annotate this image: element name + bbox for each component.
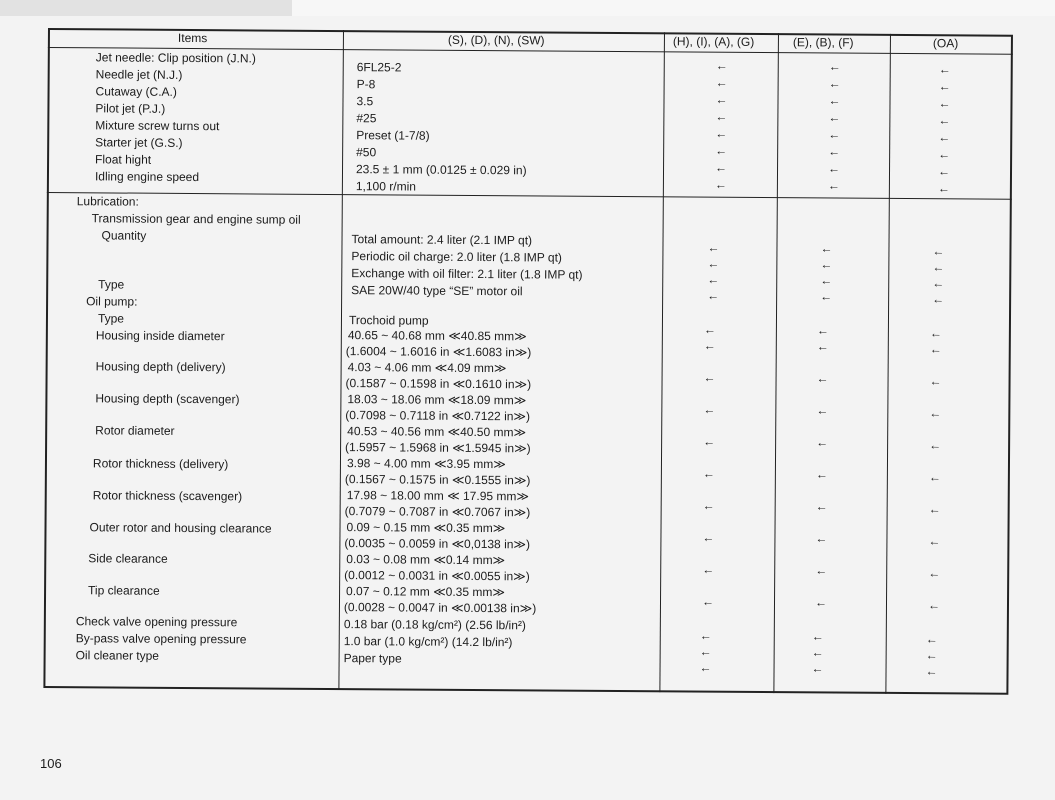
label-quantity: Quantity bbox=[101, 228, 147, 243]
arrow-mark: ← bbox=[715, 143, 728, 158]
arrow-mark: ← bbox=[932, 244, 945, 259]
arrow-mark: ← bbox=[820, 273, 833, 288]
arrow-mark: ← bbox=[937, 164, 951, 179]
arrow-mark: ← bbox=[827, 161, 841, 176]
value-starter-jet: #50 bbox=[356, 145, 377, 160]
arrow-mark: ← bbox=[715, 58, 728, 73]
label-rotor-thickness-scavenger: Rotor thickness (scavenger) bbox=[92, 488, 243, 504]
arrow-mark: ← bbox=[925, 632, 938, 647]
arrow-mark: ← bbox=[815, 467, 828, 482]
arrow-mark: ← bbox=[828, 93, 841, 108]
value-side-clear-mm: 0.03 ~ 0.08 mm ≪0.14 mm≫ bbox=[346, 552, 506, 568]
label-outer-rotor-clearance: Outer rotor and housing clearance bbox=[89, 520, 272, 536]
value-needle-jet: P-8 bbox=[356, 77, 376, 92]
arrow-mark: ← bbox=[820, 241, 833, 256]
arrow-mark: ← bbox=[828, 110, 841, 125]
value-outer-rotor-mm: 0.09 ~ 0.15 mm ≪0.35 mm≫ bbox=[346, 520, 506, 536]
page-number: 106 bbox=[40, 756, 62, 771]
value-rotor-thick-del-in: (0.1567 ~ 0.1575 in ≪0.1555 in≫) bbox=[344, 472, 531, 488]
value-pilot-jet: #25 bbox=[356, 111, 377, 126]
arrow-mark: ← bbox=[820, 289, 833, 304]
arrow-mark: ← bbox=[828, 144, 841, 159]
label-check-valve: Check valve opening pressure bbox=[75, 614, 238, 630]
arrow-mark: ← bbox=[811, 661, 824, 676]
value-rotor-thick-scav-mm: 17.98 ~ 18.00 mm ≪ 17.95 mm≫ bbox=[346, 488, 530, 504]
arrow-mark: ← bbox=[928, 502, 941, 517]
arrow-mark: ← bbox=[925, 664, 938, 679]
item-needle-jet: Needle jet (N.J.) bbox=[95, 67, 183, 82]
arrow-mark: ← bbox=[928, 470, 941, 485]
arrow-mark: ← bbox=[816, 403, 829, 418]
arrow-mark: ← bbox=[927, 598, 941, 613]
value-bypass-valve: 1.0 bar (1.0 kg/cm²) (14.2 lb/in²) bbox=[343, 634, 513, 650]
value-rotor-thick-del-mm: 3.98 ~ 4.00 mm ≪3.95 mm≫ bbox=[346, 456, 506, 472]
arrow-mark: ← bbox=[828, 76, 841, 91]
value-housing-inside-in: (1.6004 ~ 1.6016 in ≪1.6083 in≫) bbox=[345, 344, 532, 360]
arrow-mark: ← bbox=[938, 113, 951, 128]
arrow-mark: ← bbox=[703, 434, 716, 449]
arrow-mark: ← bbox=[702, 562, 715, 577]
value-pump-type: Trochoid pump bbox=[348, 313, 429, 328]
arrow-mark: ← bbox=[938, 62, 951, 77]
label-oil-type: Type bbox=[98, 277, 125, 292]
arrow-mark: ← bbox=[703, 322, 716, 337]
item-jet-needle: Jet needle: Clip position (J.N.) bbox=[95, 50, 256, 66]
item-float-height: Float hight bbox=[95, 152, 152, 167]
value-oil-type: SAE 20W/40 type “SE” motor oil bbox=[351, 283, 523, 299]
arrow-mark: ← bbox=[929, 406, 942, 421]
label-housing-depth-delivery: Housing depth (delivery) bbox=[95, 359, 226, 375]
arrow-mark: ← bbox=[929, 326, 942, 341]
label-lubrication: Lubrication: bbox=[76, 194, 139, 209]
arrow-mark: ← bbox=[925, 648, 938, 663]
header-col-hiag: (H), (I), (A), (G) bbox=[672, 34, 755, 49]
arrow-mark: ← bbox=[938, 96, 951, 111]
label-rotor-thickness-delivery: Rotor thickness (delivery) bbox=[92, 456, 229, 472]
arrow-mark: ← bbox=[929, 438, 942, 453]
value-rotor-thick-scav-in: (0.7079 ~ 0.7087 in ≪0.7067 in≫) bbox=[344, 504, 531, 520]
label-rotor-diameter: Rotor diameter bbox=[95, 423, 175, 438]
arrow-mark: ← bbox=[714, 160, 728, 175]
label-side-clearance: Side clearance bbox=[88, 551, 168, 566]
arrow-mark: ← bbox=[715, 75, 728, 90]
arrow-mark: ← bbox=[932, 276, 945, 291]
spec-table bbox=[43, 28, 1013, 695]
arrow-mark: ← bbox=[932, 292, 945, 307]
value-check-valve: 0.18 bar (0.18 kg/cm²) (2.56 lb/in²) bbox=[343, 617, 526, 633]
value-periodic-charge: Periodic oil charge: 2.0 liter (1.8 IMP qt) bbox=[351, 249, 563, 265]
header-items: Items bbox=[177, 30, 208, 46]
label-pump-type: Type bbox=[97, 311, 125, 326]
arrow-mark: ← bbox=[816, 435, 829, 450]
header-col-oa: (OA) bbox=[932, 36, 959, 51]
item-cutaway: Cutaway (C.A.) bbox=[95, 84, 177, 99]
arrow-mark: ← bbox=[707, 272, 720, 287]
value-float-height: 23.5 ± 1 mm (0.0125 ± 0.029 in) bbox=[355, 162, 527, 178]
value-oil-cleaner: Paper type bbox=[343, 651, 402, 666]
arrow-mark: ← bbox=[811, 645, 824, 660]
arrow-mark: ← bbox=[707, 240, 720, 255]
label-housing-inside: Housing inside diameter bbox=[95, 328, 225, 344]
arrow-mark: ← bbox=[699, 628, 712, 643]
arrow-mark: ← bbox=[828, 59, 841, 74]
arrow-mark: ← bbox=[703, 338, 716, 353]
arrow-mark: ← bbox=[932, 260, 945, 275]
value-rotor-dia-in: (1.5957 ~ 1.5968 in ≪1.5945 in≫) bbox=[345, 440, 531, 456]
arrow-mark: ← bbox=[928, 534, 941, 549]
arrow-mark: ← bbox=[816, 339, 829, 354]
arrow-mark: ← bbox=[938, 79, 951, 94]
arrow-mark: ← bbox=[701, 594, 715, 609]
arrow-mark: ← bbox=[707, 288, 720, 303]
label-bypass-valve: By-pass valve opening pressure bbox=[75, 631, 247, 647]
value-tip-clear-mm: 0.07 ~ 0.12 mm ≪0.35 mm≫ bbox=[346, 584, 505, 600]
arrow-mark: ← bbox=[703, 370, 716, 385]
arrow-mark: ← bbox=[707, 256, 720, 271]
arrow-mark: ← bbox=[702, 498, 715, 513]
label-oil-pump: Oil pump: bbox=[86, 294, 138, 309]
value-side-clear-in: (0.0012 ~ 0.0031 in ≪0.0055 in≫) bbox=[344, 568, 530, 584]
arrow-mark: ← bbox=[827, 178, 840, 193]
value-housing-depth-del-in: (0.1587 ~ 0.1598 in ≪0.1610 in≫) bbox=[345, 376, 532, 392]
arrow-mark: ← bbox=[715, 92, 728, 107]
arrow-mark: ← bbox=[938, 147, 951, 162]
value-exchange-filter: Exchange with oil filter: 2.1 liter (1.8 IMP qt) bbox=[351, 266, 583, 282]
arrow-mark: ← bbox=[929, 342, 942, 357]
value-idling-speed: 1,100 r/min bbox=[355, 179, 416, 194]
header-col-ebf: (E), (B), (F) bbox=[792, 35, 854, 50]
item-mixture-screw: Mixture screw turns out bbox=[95, 118, 220, 134]
arrow-mark: ← bbox=[928, 566, 941, 581]
arrow-mark: ← bbox=[937, 181, 950, 196]
arrow-mark: ← bbox=[828, 127, 841, 142]
label-transmission-oil: Transmission gear and engine sump oil bbox=[91, 211, 301, 227]
arrow-mark: ← bbox=[715, 126, 728, 141]
arrow-mark: ← bbox=[815, 499, 828, 514]
arrow-mark: ← bbox=[820, 257, 833, 272]
item-idling-speed: Idling engine speed bbox=[94, 169, 200, 185]
value-housing-depth-scav-mm: 18.03 ~ 18.06 mm ≪18.09 mm≫ bbox=[347, 392, 527, 408]
item-starter-jet: Starter jet (G.S.) bbox=[95, 135, 183, 150]
label-housing-depth-scavenger: Housing depth (scavenger) bbox=[95, 391, 240, 407]
arrow-mark: ← bbox=[703, 402, 716, 417]
value-rotor-dia-mm: 40.53 ~ 40.56 mm ≪40.50 mm≫ bbox=[347, 424, 527, 440]
arrow-mark: ← bbox=[715, 109, 728, 124]
arrow-mark: ← bbox=[816, 323, 829, 338]
arrow-mark: ← bbox=[816, 371, 829, 386]
value-housing-depth-del-mm: 4.03 ~ 4.06 mm ≪4.09 mm≫ bbox=[347, 360, 507, 376]
header-col-sdn: (S), (D), (N), (SW) bbox=[447, 32, 545, 48]
item-pilot-jet: Pilot jet (P.J.) bbox=[95, 101, 166, 116]
label-oil-cleaner: Oil cleaner type bbox=[75, 648, 160, 663]
arrow-mark: ← bbox=[938, 130, 951, 145]
arrow-mark: ← bbox=[714, 177, 727, 192]
label-tip-clearance: Tip clearance bbox=[88, 583, 160, 598]
arrow-mark: ← bbox=[699, 644, 712, 659]
arrow-mark: ← bbox=[929, 374, 942, 389]
value-tip-clear-in: (0.0028 ~ 0.0047 in ≪0.00138 in≫) bbox=[343, 600, 537, 616]
value-housing-inside-mm: 40.65 ~ 40.68 mm ≪40.85 mm≫ bbox=[347, 328, 527, 344]
value-total-amount: Total amount: 2.4 liter (2.1 IMP qt) bbox=[351, 232, 533, 248]
value-jet-needle: 6FL25-2 bbox=[356, 60, 402, 75]
value-mixture-screw: Preset (1-7/8) bbox=[356, 128, 430, 143]
arrow-mark: ← bbox=[814, 595, 828, 610]
arrow-mark: ← bbox=[815, 531, 828, 546]
arrow-mark: ← bbox=[811, 629, 824, 644]
value-cutaway: 3.5 bbox=[356, 94, 374, 109]
value-housing-depth-scav-in: (0.7098 ~ 0.7118 in ≪0.7122 in≫) bbox=[345, 408, 531, 424]
arrow-mark: ← bbox=[702, 466, 715, 481]
arrow-mark: ← bbox=[699, 660, 712, 675]
value-outer-rotor-in: (0.0035 ~ 0.0059 in ≪0,0138 in≫) bbox=[344, 536, 531, 552]
arrow-mark: ← bbox=[815, 563, 828, 578]
arrow-mark: ← bbox=[702, 530, 715, 545]
